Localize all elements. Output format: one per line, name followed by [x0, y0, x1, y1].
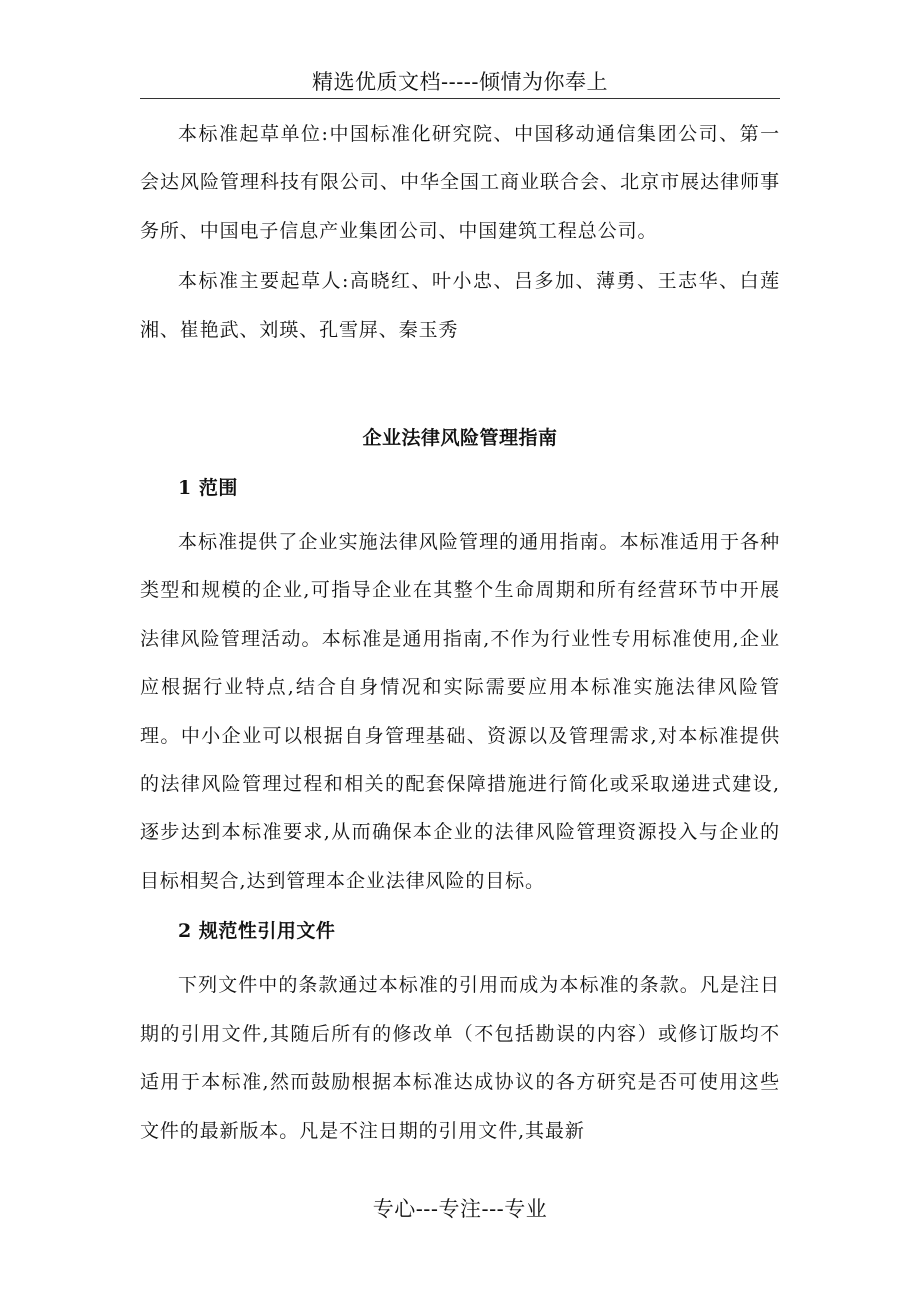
section-body-normative-references: 下列文件中的条款通过本标准的引用而成为本标准的条款。凡是注日期的引用文件,其随后所有的修改单（不包括勘误的内容）或修订版均不适用于本标准,然而鼓励根据本标准达成协议的各方研究是否可使用这些文件的最新版本。凡是不注日期的引用文件,其最新 [140, 974, 780, 1142]
page-content [140, 110, 780, 1155]
drafting-units-paragraph: 本标准起草单位:中国标准化研究院、中国移动通信集团公司、第一会达风险管理科技有限公司、中华全国工商业联合会、北京市展达律师事务所、中国电子信息产业集团公司、中国建筑工程总公司。 [140, 123, 780, 242]
section-body-scope: 本标准提供了企业实施法律风险管理的通用指南。本标准适用于各种类型和规模的企业,可指导企业在其整个生命周期和所有经营环节中开展法律风险管理活动。本标准是通用指南,不作为行业性专用标准使用,企业应根据行业特点,结合自身情况和实际需要应用本标准实施法律风险管理。中小企业可以根据自身管理基础、资源以及管理需求,对本标准提供的法律风险管理过程和相关的配套保障措施进行简化或采取递进式建设,逐步达到本标准要求,从而确保本企业的法律风险管理资源投入与企业的目标相契合,达到管理本企业法律风险的目标。 [140, 531, 780, 892]
page-header: 精选优质文档-----倾情为你奉上 [312, 70, 608, 94]
header-divider [140, 98, 780, 99]
section-heading-normative-references: 2 规范性引用文件 [178, 920, 336, 943]
document-title: 企业法律风险管理指南 [362, 427, 558, 450]
page-footer: 专心---专注---专业 [372, 1197, 548, 1221]
main-drafters-paragraph: 本标准主要起草人:高晓红、叶小忠、吕多加、薄勇、王志华、白莲湘、崔艳武、刘瑛、孔雪屏、秦玉秀 [140, 270, 780, 341]
section-heading-scope: 1 范围 [178, 477, 238, 500]
